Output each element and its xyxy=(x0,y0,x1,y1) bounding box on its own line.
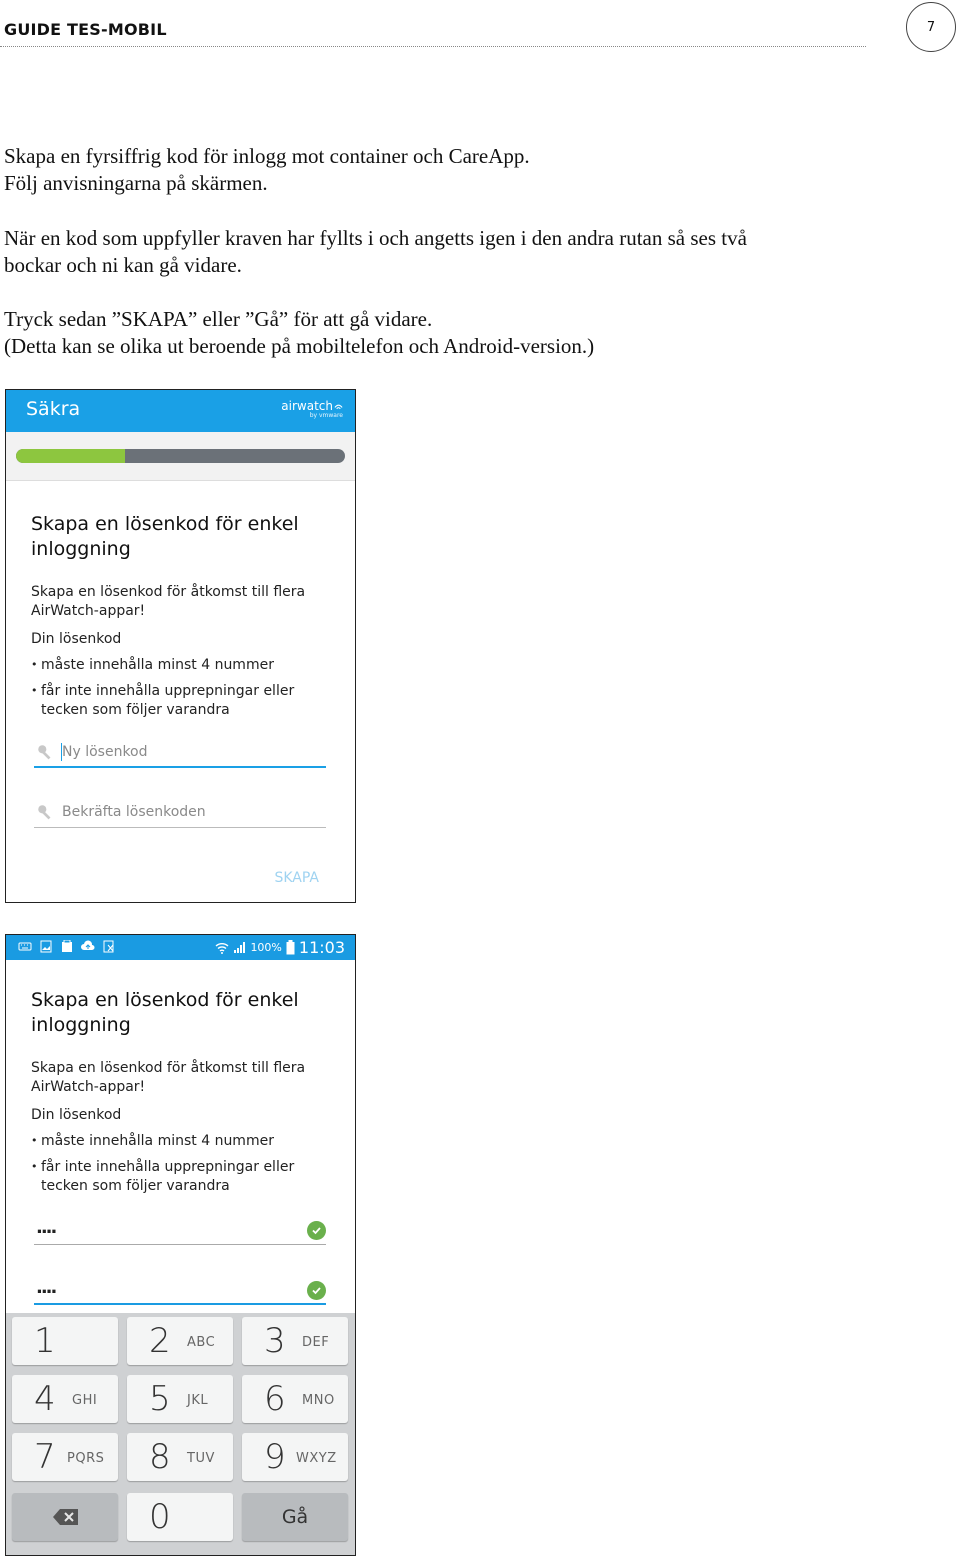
passcode-label: Din lösenkod xyxy=(31,631,122,647)
rule-item: • måste innehålla minst 4 nummer xyxy=(31,1132,321,1151)
key-6[interactable] xyxy=(242,1375,348,1423)
key-letters: PQRS xyxy=(67,1451,105,1466)
key-icon xyxy=(36,743,54,761)
rule-item xyxy=(31,682,321,719)
description xyxy=(31,583,331,620)
instruction-line: När en kod som uppfyller kraven har fyllts i och angetts igen i den andra rutan så ses två xyxy=(4,226,747,250)
desc-line: Skapa en lösenkod för åtkomst till flera xyxy=(31,1060,306,1076)
rule-line: • får inte innehålla upprepningar eller xyxy=(41,683,295,699)
status-right xyxy=(215,938,345,957)
key-9[interactable] xyxy=(242,1433,348,1481)
title-line: Skapa en lösenkod för enkel xyxy=(31,989,299,1011)
spreadsheet-icon xyxy=(102,940,116,953)
battery-icon xyxy=(286,940,295,955)
skapa-button[interactable]: SKAPA xyxy=(274,870,319,886)
key-7[interactable] xyxy=(12,1433,118,1481)
clock: 11:03 xyxy=(298,938,345,957)
input-underline xyxy=(34,1303,326,1305)
key-letters: WXYZ xyxy=(296,1451,337,1466)
notification-icons xyxy=(18,940,116,953)
instruction-line: Tryck sedan ”SKAPA” eller ”Gå” för att gå vidare. xyxy=(4,307,433,331)
backspace-key[interactable] xyxy=(12,1493,118,1541)
go-label: Gå xyxy=(281,1506,309,1528)
valid-check-icon xyxy=(307,1281,326,1300)
key-4[interactable] xyxy=(12,1375,118,1423)
masked-passcode: .... xyxy=(36,1217,56,1238)
new-passcode-input[interactable] xyxy=(34,738,326,768)
key-letters: ABC xyxy=(187,1335,216,1350)
rule-line: tecken som följer varandra xyxy=(41,701,230,718)
masked-passcode: .... xyxy=(36,1277,56,1298)
title-line: Skapa en lösenkod för enkel xyxy=(31,513,299,535)
page-title xyxy=(31,512,331,562)
phone-screenshot-passcode-entered xyxy=(5,934,356,1556)
description xyxy=(31,1059,331,1096)
app-bar xyxy=(6,390,355,432)
phone-screenshot-create-passcode xyxy=(5,389,356,903)
key-1[interactable] xyxy=(12,1317,118,1365)
key-digit: 3 xyxy=(264,1321,286,1361)
rule-item: • måste innehålla minst 4 nummer xyxy=(31,656,321,675)
rule-line: • får inte innehålla upprepningar eller xyxy=(41,1159,295,1175)
brand-sub: by vmware xyxy=(309,412,343,419)
numeric-keypad xyxy=(6,1313,355,1556)
page-number: 7 xyxy=(906,2,956,52)
key-digit: 4 xyxy=(34,1379,56,1419)
key-digit: 2 xyxy=(149,1321,171,1361)
desc-line: Skapa en lösenkod för åtkomst till flera xyxy=(31,584,306,600)
instruction-line: bockar och ni kan gå vidare. xyxy=(4,253,242,277)
key-2[interactable] xyxy=(127,1317,233,1365)
keyboard-icon xyxy=(18,940,32,953)
input-underline xyxy=(34,1244,326,1245)
key-digit: 6 xyxy=(264,1379,286,1419)
progress-fill xyxy=(16,449,125,463)
confirm-passcode-input[interactable] xyxy=(34,1275,326,1305)
title-line: inloggning xyxy=(31,1014,131,1036)
confirm-passcode-placeholder: Bekräfta lösenkoden xyxy=(62,804,206,820)
instruction-line: Skapa en fyrsiffrig kod för inlogg mot container och CareApp. xyxy=(4,144,530,168)
key-letters: JKL xyxy=(187,1393,209,1408)
wifi-arc-icon xyxy=(334,402,343,411)
battery-percent: 100% xyxy=(250,941,282,954)
key-letters: MNO xyxy=(302,1393,335,1408)
key-digit: 0 xyxy=(149,1497,171,1537)
image-icon xyxy=(39,940,53,953)
instruction-line: (Detta kan se olika ut beroende på mobiltelefon och Android-version.) xyxy=(4,334,595,358)
desc-line: AirWatch-appar! xyxy=(31,1078,146,1095)
instruction-paragraph-2 xyxy=(4,225,747,279)
status-bar xyxy=(6,935,355,960)
backspace-icon xyxy=(52,1508,80,1526)
key-digit: 1 xyxy=(34,1321,56,1361)
airwatch-logo xyxy=(281,400,343,419)
input-underline xyxy=(34,766,326,768)
header-divider xyxy=(0,46,866,47)
key-8[interactable] xyxy=(127,1433,233,1481)
rule-line: tecken som följer varandra xyxy=(41,1177,230,1194)
desc-line: AirWatch-appar! xyxy=(31,602,146,619)
key-3[interactable] xyxy=(242,1317,348,1365)
input-underline xyxy=(34,827,326,828)
key-5[interactable] xyxy=(127,1375,233,1423)
signal-icon xyxy=(233,941,246,954)
title-line: inloggning xyxy=(31,538,131,560)
passcode-label: Din lösenkod xyxy=(31,1107,122,1123)
instruction-line: Följ anvisningarna på skärmen. xyxy=(4,171,268,195)
key-icon xyxy=(36,803,54,821)
clipboard-icon xyxy=(60,940,74,953)
new-passcode-placeholder: Ny lösenkod xyxy=(62,744,148,760)
key-0[interactable] xyxy=(127,1493,233,1541)
key-digit: 9 xyxy=(264,1437,286,1477)
rule-item xyxy=(31,1158,321,1195)
wifi-icon xyxy=(215,941,229,954)
key-letters: TUV xyxy=(187,1451,215,1466)
key-letters: DEF xyxy=(302,1335,330,1350)
cloud-upload-icon xyxy=(81,940,95,953)
progress-area xyxy=(6,432,355,481)
key-digit: 7 xyxy=(34,1437,56,1477)
key-letters: GHI xyxy=(72,1393,98,1408)
key-digit: 5 xyxy=(149,1379,171,1419)
page-title xyxy=(31,988,331,1038)
app-bar-title: Säkra xyxy=(26,398,81,420)
brand-name: airwatch xyxy=(281,399,333,413)
key-digit: 8 xyxy=(149,1437,171,1477)
instruction-paragraph-1 xyxy=(4,143,530,197)
go-key[interactable] xyxy=(242,1493,348,1541)
valid-check-icon xyxy=(307,1221,326,1240)
confirm-passcode-input[interactable] xyxy=(34,798,326,828)
instruction-paragraph-3 xyxy=(4,306,594,360)
progress-bar xyxy=(16,449,345,463)
document-header-title: GUIDE TES-MOBIL xyxy=(4,20,167,39)
new-passcode-input[interactable] xyxy=(34,1215,326,1245)
